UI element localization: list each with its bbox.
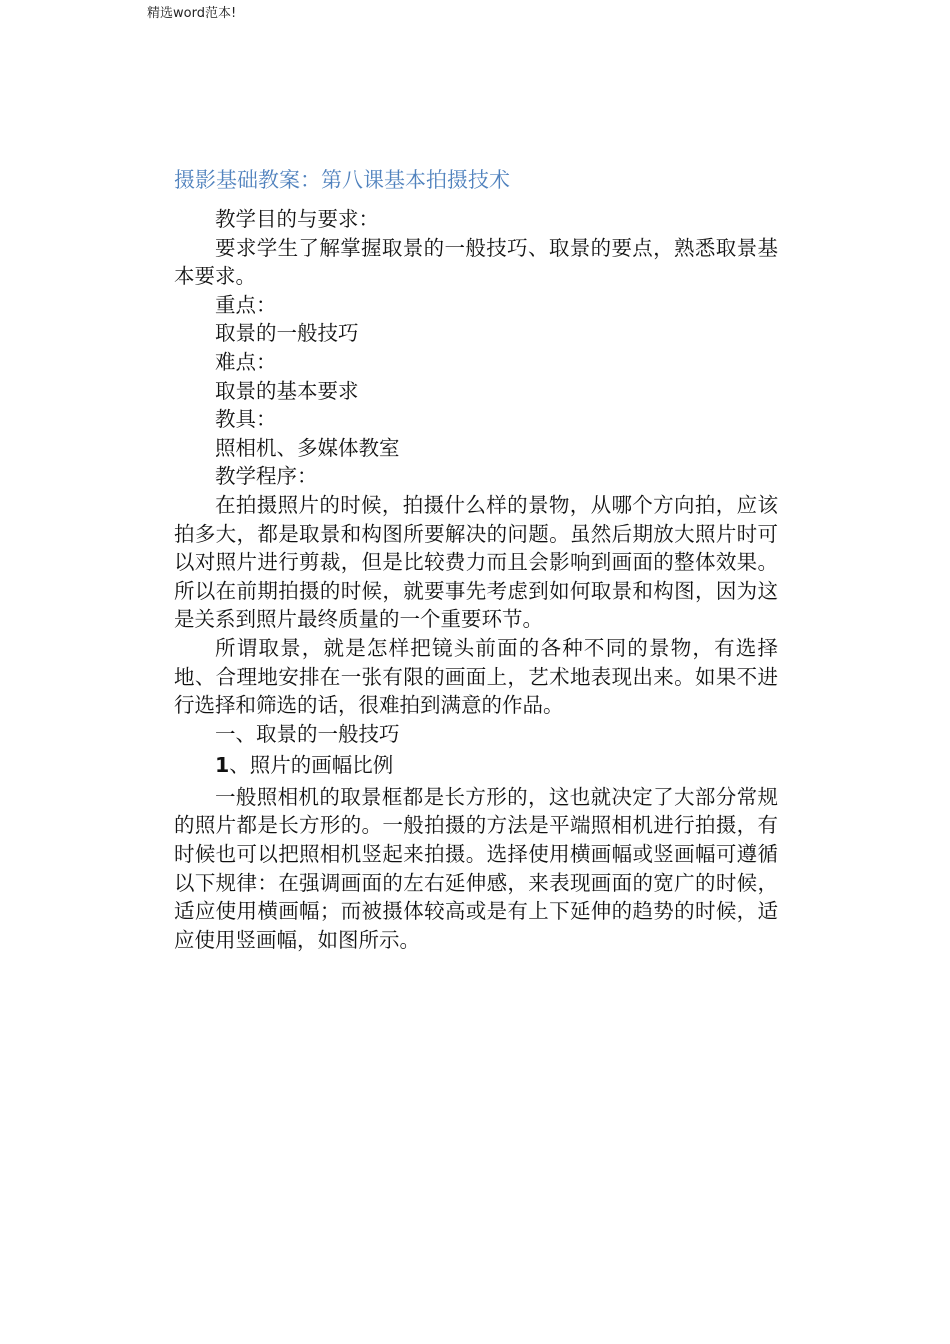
subheading-text: 、照片的画幅比例 — [229, 753, 394, 778]
paragraph-difficulty: 取景的基本要求 — [215, 378, 359, 403]
paragraph-tools-heading: 教具： — [215, 407, 277, 432]
paragraph-procedure-heading: 教学程序： — [215, 464, 318, 489]
document-body — [174, 205, 778, 954]
paragraph-framing-definition: 所谓取景，就是怎样把镜头前面的各种不同的景物，有选择地、合理地安排在一张有限的画面上，艺术地表现出来。如果不进行选择和筛选的话，很难拍到满意的作品。 — [174, 635, 778, 718]
paragraph-objectives: 要求学生了解掌握取景的一般技巧、取景的要点，熟悉取景基本要求。 — [174, 235, 778, 289]
paragraph-tools: 照相机、多媒体教室 — [215, 435, 400, 460]
paragraph-aspect-ratio: 一般照相机的取景框都是长方形的，这也就决定了大部分常规的照片都是长方形的。一般拍摄的方法是平端照相机进行拍摄，有时候也可以把照相机竖起来拍摄。选择使用横画幅或竖画幅可遵循以下规律：在强调画面的左右延伸感，来表现画面的宽广的时候，适应使用横画幅；而被摄体较高或是有上下延伸的趋势的时候，适应使用竖画幅，如图所示。 — [174, 784, 778, 952]
subheading-number: 1 — [215, 753, 230, 778]
paragraph-key-point-heading: 重点： — [215, 292, 277, 317]
section-heading-framing-techniques: 一、取景的一般技巧 — [215, 721, 400, 746]
document-title: 摄影基础教案：第八课基本拍摄技术 — [174, 168, 510, 192]
paragraph-intro: 在拍摄照片的时候，拍摄什么样的景物，从哪个方向拍，应该拍多大，都是取景和构图所要解决的问题。虽然后期放大照片时可以对照片进行剪裁，但是比较费力而且会影响到画面的整体效果。所以在前期拍摄的时候，就要事先考虑到如何取景和构图，因为这是关系到照片最终质量的一个重要环节。 — [174, 492, 778, 632]
paragraph-difficulty-heading: 难点： — [215, 349, 277, 374]
paragraph-key-point: 取景的一般技巧 — [215, 321, 359, 346]
paragraph-objectives-heading: 教学目的与要求： — [215, 207, 379, 231]
page-header: 精选word范本! — [147, 6, 237, 21]
subheading-aspect-ratio — [174, 751, 778, 780]
